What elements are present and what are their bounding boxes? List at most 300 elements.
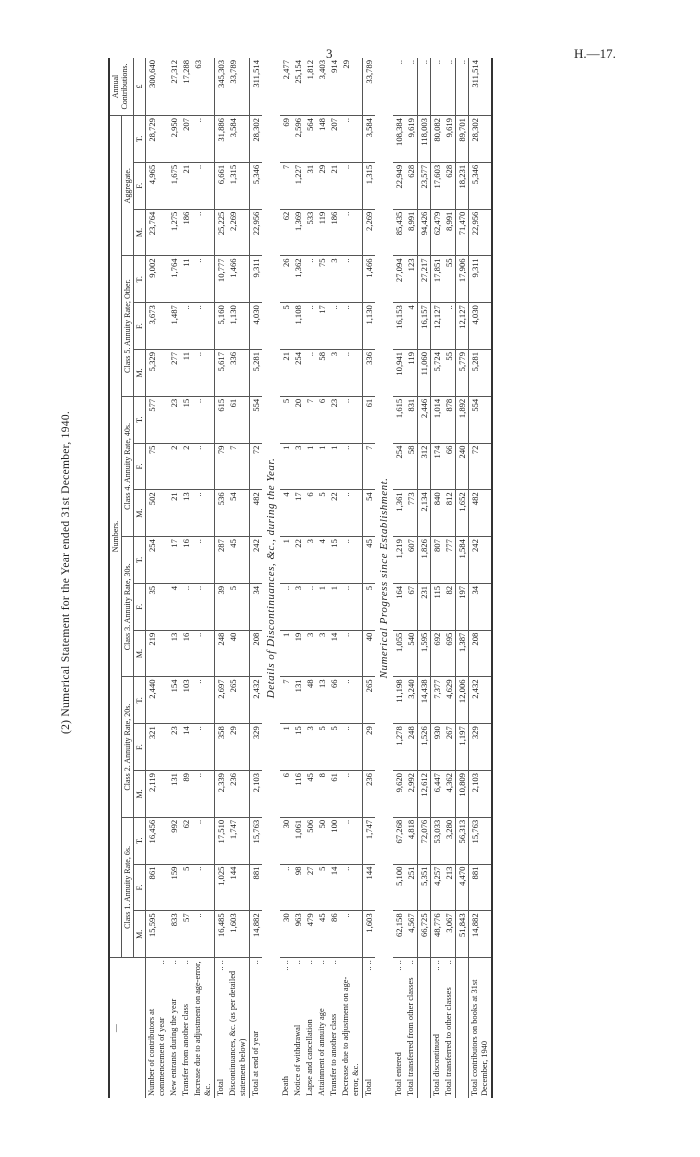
table-cell: 23,764 <box>146 209 169 256</box>
table-cell: 536 <box>215 490 228 537</box>
table-cell: 1 <box>328 443 340 490</box>
table-cell: 14 <box>328 864 340 911</box>
table-cell: 287 <box>215 537 228 584</box>
table-cell: 1,603 <box>227 911 250 958</box>
table-cell: 119 <box>316 209 328 256</box>
table-cell: 1,369 <box>292 209 304 256</box>
table-cell: 1,747 <box>227 817 250 864</box>
table-row <box>469 58 493 1098</box>
table-cell: 312 <box>418 443 431 490</box>
table-cell: .. <box>340 209 363 256</box>
table-cell: 831 <box>405 396 418 443</box>
table-cell: 26 <box>280 256 292 303</box>
row-label <box>405 958 418 1098</box>
table-cell: 144 <box>363 864 376 911</box>
table-cell: 103 <box>180 677 192 724</box>
table-cell: 248 <box>405 724 418 771</box>
table-cell: .. <box>443 303 456 350</box>
table-cell: 62 <box>280 209 292 256</box>
table-row <box>250 58 263 1098</box>
table-cell: 17,603 <box>431 162 444 209</box>
table-row <box>328 58 340 1098</box>
table-cell: 807 <box>431 537 444 584</box>
table-cell: 164 <box>393 583 405 630</box>
table-cell: 58 <box>405 443 418 490</box>
table-cell: 2,697 <box>215 677 228 724</box>
table-cell: 21 <box>180 162 192 209</box>
table-cell: 4 <box>168 583 180 630</box>
table-cell: 131 <box>168 771 180 818</box>
table-cell: 15 <box>292 724 304 771</box>
table-cell: 208 <box>250 630 263 677</box>
table-cell: 79 <box>215 443 228 490</box>
table-cell: 66,725 <box>418 911 431 958</box>
table-cell: 1 <box>316 583 328 630</box>
table-cell: 86 <box>328 911 340 958</box>
table-cell: 1 <box>280 443 292 490</box>
table-cell: 3,403 <box>316 58 328 116</box>
row-label-text: Attainment of annuity age <box>317 1008 326 1096</box>
table-cell: 9,619 <box>405 116 418 163</box>
column-header-t: T. <box>134 256 146 303</box>
table-cell: 311,514 <box>469 58 493 116</box>
table-cell: 1,108 <box>292 303 304 350</box>
leader-dots: .. <box>251 960 260 965</box>
table-cell: 186 <box>180 209 192 256</box>
table-row <box>146 58 169 1098</box>
row-label <box>443 958 456 1098</box>
table-cell: 6 <box>280 771 292 818</box>
table-cell: 254 <box>146 537 169 584</box>
table-cell: 25,154 <box>292 58 304 116</box>
table-cell: 28,729 <box>146 116 169 163</box>
table-cell: .. <box>340 677 363 724</box>
table-cell: 219 <box>146 630 169 677</box>
row-label <box>456 958 469 1098</box>
table-cell: 63 <box>192 58 215 116</box>
table-row <box>292 58 304 1098</box>
table-cell: 5,617 <box>215 349 228 396</box>
table-cell: 29 <box>316 162 328 209</box>
table-cell: .. <box>192 677 215 724</box>
table-row <box>340 58 363 1098</box>
leader-dots: .. <box>181 960 190 965</box>
table-cell: 8 <box>316 771 328 818</box>
table-cell: 2,119 <box>146 771 169 818</box>
table-cell: 27,312 <box>168 58 180 116</box>
table-cell: 311,514 <box>250 58 263 116</box>
table-row <box>443 58 456 1098</box>
table-cell: 17 <box>168 537 180 584</box>
table-cell: 1,387 <box>456 630 469 677</box>
table-cell: 236 <box>227 771 250 818</box>
table-cell: .. <box>340 349 363 396</box>
table-cell: 1 <box>328 583 340 630</box>
pound-header: £ <box>134 58 146 116</box>
table-cell: 1,675 <box>168 162 180 209</box>
table-cell: .. <box>340 116 363 163</box>
table-cell: 71,470 <box>456 209 469 256</box>
table-cell: 23 <box>328 396 340 443</box>
row-label <box>363 958 376 1098</box>
row-label <box>316 958 328 1098</box>
table-row <box>456 58 469 1098</box>
table-cell: 4 <box>405 303 418 350</box>
table-cell: 213 <box>443 864 456 911</box>
table-cell: 66 <box>328 677 340 724</box>
table-cell: .. <box>180 303 192 350</box>
table-cell: 51,843 <box>456 911 469 958</box>
column-header-m: M. <box>134 490 146 537</box>
table-cell: 482 <box>250 490 263 537</box>
table-cell: 34 <box>469 583 493 630</box>
table-cell: 300,640 <box>146 58 169 116</box>
column-header-m: M. <box>134 911 146 958</box>
table-cell: 89,701 <box>456 116 469 163</box>
table-cell: 33,789 <box>363 58 376 116</box>
table-cell: 1,219 <box>393 537 405 584</box>
table-cell: 23 <box>168 724 180 771</box>
table-row <box>418 58 431 1098</box>
table-cell: 4,470 <box>456 864 469 911</box>
table-cell: 628 <box>405 162 418 209</box>
table-cell: 12,127 <box>456 303 469 350</box>
table-cell: 1 <box>316 443 328 490</box>
table-cell: 197 <box>456 583 469 630</box>
table-cell: 533 <box>304 209 316 256</box>
table-cell: 5 <box>363 583 376 630</box>
row-label-text: Death <box>281 1076 290 1096</box>
table-cell: 22 <box>328 490 340 537</box>
table-cell: .. <box>192 537 215 584</box>
table-cell: .. <box>304 583 316 630</box>
table-cell: 615 <box>215 396 228 443</box>
table-cell: 5,346 <box>250 162 263 209</box>
table-cell: 9,311 <box>250 256 263 303</box>
row-label <box>192 958 215 1098</box>
table-cell: 115 <box>431 583 444 630</box>
table-cell: .. <box>418 58 431 116</box>
table-cell: 29 <box>340 58 363 116</box>
table-cell: 3,584 <box>363 116 376 163</box>
table-cell: 123 <box>405 256 418 303</box>
table-cell: 878 <box>443 396 456 443</box>
table-cell: 5 <box>280 396 292 443</box>
table-cell: 1,278 <box>393 724 405 771</box>
table-cell: .. <box>304 303 316 350</box>
table-cell: 2,432 <box>469 677 493 724</box>
table-cell: 5,724 <box>431 349 444 396</box>
table-cell: 840 <box>431 490 444 537</box>
table-cell: 53,033 <box>431 817 444 864</box>
table-cell: 10,777 <box>215 256 228 303</box>
table-row <box>304 58 316 1098</box>
table-cell: 40 <box>363 630 376 677</box>
table-cell: 1,014 <box>431 396 444 443</box>
table-cell: 1,130 <box>363 303 376 350</box>
table-cell: .. <box>443 58 456 116</box>
table-cell: 5,281 <box>250 349 263 396</box>
table-row <box>215 58 228 1098</box>
table-cell: 45 <box>316 911 328 958</box>
table-cell: .. <box>340 724 363 771</box>
table-cell: 6 <box>304 490 316 537</box>
table-cell: 5,329 <box>146 349 169 396</box>
table-cell: 2,103 <box>250 771 263 818</box>
table-cell: 1,361 <box>393 490 405 537</box>
table-cell: 3 <box>316 630 328 677</box>
table-cell: 777 <box>443 537 456 584</box>
table-cell: 208 <box>469 630 493 677</box>
table-cell: .. <box>340 396 363 443</box>
table-cell: 1,275 <box>168 209 180 256</box>
table-cell: 2,339 <box>215 771 228 818</box>
table-cell: 17 <box>292 490 304 537</box>
annual-contributions-header: Annual Contributions. <box>109 58 134 116</box>
table-cell: 3,240 <box>405 677 418 724</box>
table-cell: 881 <box>250 864 263 911</box>
column-header-f: F. <box>134 583 146 630</box>
table-cell: 502 <box>146 490 169 537</box>
table-cell: 25,225 <box>215 209 228 256</box>
table-cell: .. <box>431 58 444 116</box>
document-reference: H.—17. <box>574 46 616 61</box>
table-cell: 5 <box>316 864 328 911</box>
table-cell: 116 <box>292 771 304 818</box>
table-cell: 40 <box>227 630 250 677</box>
table-cell: 5 <box>328 724 340 771</box>
table-cell: 75 <box>146 443 169 490</box>
column-header-f: F. <box>134 162 146 209</box>
table-cell: 1 <box>280 630 292 677</box>
table-cell: .. <box>304 256 316 303</box>
table-cell: 82 <box>443 583 456 630</box>
table-cell: .. <box>280 864 292 911</box>
table-cell: 17 <box>316 303 328 350</box>
row-label <box>180 958 192 1098</box>
table-cell: 16,456 <box>146 817 169 864</box>
table-cell: 2,269 <box>363 209 376 256</box>
table-cell: .. <box>340 630 363 677</box>
table-cell: 4,965 <box>146 162 169 209</box>
table-cell: 277 <box>168 349 180 396</box>
table-cell: 62 <box>180 817 192 864</box>
row-label <box>146 958 169 1098</box>
table-cell: 881 <box>469 864 493 911</box>
table-cell: .. <box>192 490 215 537</box>
table-cell: 15 <box>328 537 340 584</box>
table-cell: 21 <box>328 162 340 209</box>
table-cell: 21 <box>168 490 180 537</box>
table-cell: 27 <box>304 864 316 911</box>
column-header-t: T. <box>134 396 146 443</box>
table-cell: 251 <box>405 864 418 911</box>
table-cell: 22 <box>292 537 304 584</box>
table-cell: 3 <box>328 256 340 303</box>
table-row <box>316 58 328 1098</box>
table-cell: 80,082 <box>431 116 444 163</box>
table-cell: .. <box>192 864 215 911</box>
table-cell: 963 <box>292 911 304 958</box>
table-cell: 17,510 <box>215 817 228 864</box>
table-cell: .. <box>192 817 215 864</box>
table-cell: 39 <box>215 583 228 630</box>
table-cell: 479 <box>304 911 316 958</box>
leader-dots: .. <box>157 960 166 965</box>
table-row <box>363 58 376 1098</box>
table-cell: 7,377 <box>431 677 444 724</box>
table-cell: 17,906 <box>456 256 469 303</box>
row-label-text: Total transferred to other classes <box>444 987 453 1096</box>
table-cell: 336 <box>363 349 376 396</box>
row-label <box>168 958 180 1098</box>
table-cell: 3,673 <box>146 303 169 350</box>
table-cell: 7 <box>280 162 292 209</box>
table-cell: 577 <box>146 396 169 443</box>
leader-dots: .. <box>317 960 326 965</box>
table-cell: 240 <box>456 443 469 490</box>
row-label-text: Total at end of year <box>251 1031 260 1096</box>
table-cell: 27,094 <box>393 256 405 303</box>
leader-dots: .. <box>305 960 314 965</box>
table-cell: 2 <box>168 443 180 490</box>
table-cell: 14,438 <box>418 677 431 724</box>
table-row <box>431 58 444 1098</box>
class-5-header: Class 5. Annuity Rate; Other. <box>122 256 134 396</box>
table-cell: 100 <box>328 817 340 864</box>
table-cell: 69 <box>280 116 292 163</box>
table-cell: 3 <box>304 724 316 771</box>
table-cell: 2,134 <box>418 490 431 537</box>
row-label <box>340 958 363 1098</box>
section-heading: Details of Discontinuances, &c., during the Year. <box>265 457 277 699</box>
table-cell: 5 <box>280 303 292 350</box>
table-cell: 1 <box>280 724 292 771</box>
table-cell: 14,882 <box>469 911 493 958</box>
table-cell: 3,584 <box>227 116 250 163</box>
table-cell: 72 <box>250 443 263 490</box>
table-cell: 3 <box>292 443 304 490</box>
table-cell: 1,584 <box>456 537 469 584</box>
table-cell: .. <box>192 256 215 303</box>
leader-dots: .. <box>444 960 453 965</box>
table-cell: 14 <box>180 724 192 771</box>
table-cell: 15,763 <box>250 817 263 864</box>
table-cell: 5,281 <box>469 349 493 396</box>
table-cell: 5,779 <box>456 349 469 396</box>
table-cell: 773 <box>405 490 418 537</box>
table-cell: .. <box>304 349 316 396</box>
column-header-t: T. <box>134 817 146 864</box>
column-header-f: F. <box>134 303 146 350</box>
table-cell: 554 <box>250 396 263 443</box>
table-cell: 5,160 <box>215 303 228 350</box>
table-cell: 482 <box>469 490 493 537</box>
leader-dots: .. .. <box>432 960 441 971</box>
label-column-header: — <box>109 958 146 1098</box>
section-heading: Numerical Progress since Establishment. <box>378 477 390 679</box>
table-cell: 554 <box>469 396 493 443</box>
table-cell: 1,466 <box>227 256 250 303</box>
table-cell: 8,991 <box>405 209 418 256</box>
table-cell: 3 <box>304 630 316 677</box>
table-cell: 506 <box>304 817 316 864</box>
table-cell: 4 <box>316 537 328 584</box>
table-cell: .. <box>192 771 215 818</box>
table-cell: 29 <box>227 724 250 771</box>
table-cell: 540 <box>405 630 418 677</box>
table-cell: 321 <box>146 724 169 771</box>
table-cell: 159 <box>168 864 180 911</box>
table-cell: 29 <box>363 724 376 771</box>
table-cell: 336 <box>227 349 250 396</box>
table-cell: 20 <box>292 396 304 443</box>
table-cell: 15,595 <box>146 911 169 958</box>
column-header-f: F. <box>134 724 146 771</box>
table-cell: .. <box>192 911 215 958</box>
table-cell: 10,809 <box>456 771 469 818</box>
table-cell: 267 <box>443 724 456 771</box>
table-cell: 55 <box>443 256 456 303</box>
table-cell: 1,603 <box>363 911 376 958</box>
table-cell: 3,067 <box>443 911 456 958</box>
table-cell: .. <box>340 583 363 630</box>
table-cell: 914 <box>328 58 340 116</box>
row-label <box>304 958 316 1098</box>
table-cell: 236 <box>363 771 376 818</box>
table-cell: 61 <box>227 396 250 443</box>
table-cell: 5 <box>180 864 192 911</box>
table-cell: 1 <box>280 537 292 584</box>
table-cell: 329 <box>469 724 493 771</box>
table-cell: 61 <box>363 396 376 443</box>
table-cell: .. <box>340 303 363 350</box>
table-cell: .. <box>340 771 363 818</box>
row-label-text: Lapse and cancellation <box>305 1019 314 1096</box>
table-cell: 48 <box>304 677 316 724</box>
table-cell: 62,158 <box>393 911 405 958</box>
row-label-text: Total <box>216 1078 225 1096</box>
table-row <box>393 58 405 1098</box>
table-row <box>168 58 180 1098</box>
table-cell: 1,362 <box>292 256 304 303</box>
leader-dots: .. <box>169 960 178 965</box>
table-cell: .. <box>340 256 363 303</box>
table-cell: 144 <box>227 864 250 911</box>
table-cell: 67,268 <box>393 817 405 864</box>
leader-dots: .. <box>293 960 302 965</box>
table-cell: 56,313 <box>456 817 469 864</box>
table-cell: 12,612 <box>418 771 431 818</box>
column-header-m: M. <box>134 630 146 677</box>
table-cell: 45 <box>304 771 316 818</box>
row-label <box>250 958 263 1098</box>
table-cell: 17,851 <box>431 256 444 303</box>
leader-dots: .. <box>329 960 338 965</box>
table-cell: .. <box>280 583 292 630</box>
column-header-m: M. <box>134 209 146 256</box>
table-cell: .. <box>393 58 405 116</box>
table-cell: 17,288 <box>180 58 192 116</box>
row-label <box>292 958 304 1098</box>
table-cell: 11,060 <box>418 349 431 396</box>
row-label <box>418 958 431 1098</box>
table-cell: 833 <box>168 911 180 958</box>
table-cell: .. <box>340 817 363 864</box>
table-cell: 22,949 <box>393 162 405 209</box>
table-cell: 55 <box>443 349 456 396</box>
table-cell: 930 <box>431 724 444 771</box>
